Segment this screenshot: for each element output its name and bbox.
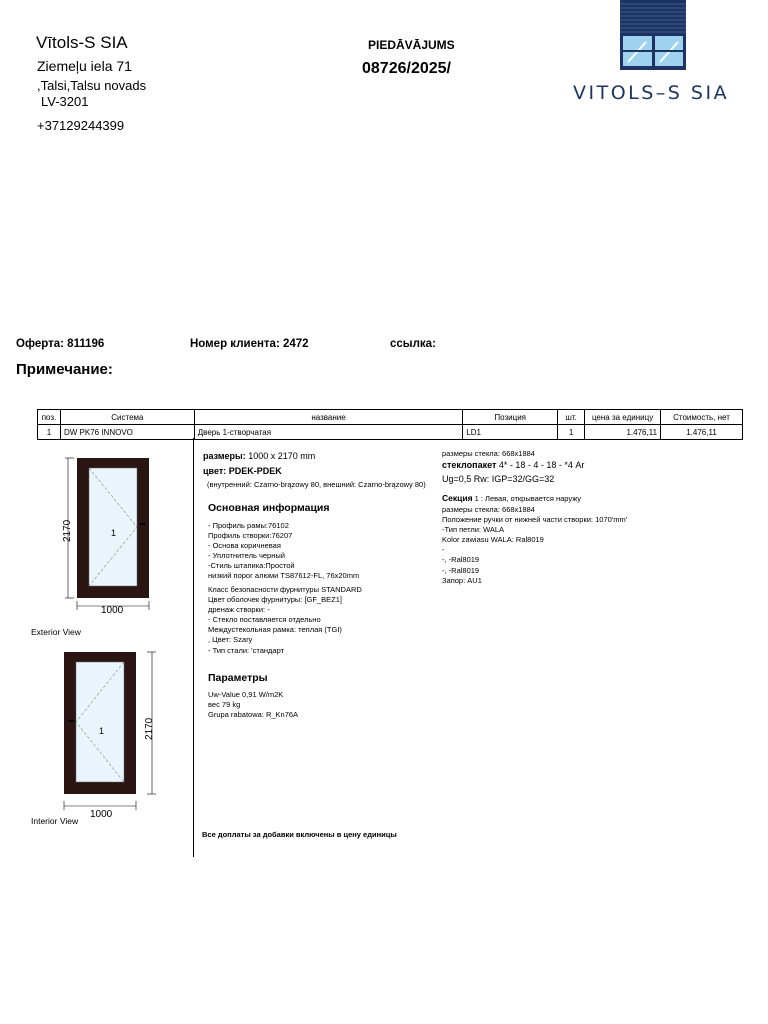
interior-door-drawing — [56, 648, 166, 818]
height-dimension: 2170 — [144, 717, 155, 740]
logo-text: VITOLS–S SIA — [573, 82, 730, 104]
document-number: 08726/2025/ — [362, 60, 451, 77]
list-item: низкий порог алюми TS87612-FL, 76x20mm — [208, 571, 360, 581]
address-line: Ziemeļu iela 71 — [37, 58, 132, 74]
width-dimension: 1000 — [101, 605, 124, 616]
width-dimension: 1000 — [90, 809, 113, 820]
client-number: Номер клиента: 2472 — [190, 338, 309, 350]
main-info-list — [208, 521, 359, 582]
glass-size: размеры стекла: 668x1884 — [442, 449, 535, 458]
table-row — [38, 425, 743, 440]
interior-view-caption: Interior View — [31, 816, 79, 826]
section-line — [442, 493, 581, 504]
cell-quantity: 1 — [558, 425, 585, 440]
section-value: 1 : Левая, открывается наружу — [474, 494, 582, 503]
document-title: PIEDĀVĀJUMS — [368, 38, 455, 52]
list-item: -, -Ral8019 — [442, 555, 480, 565]
footer-note: Все доплаты за добавки включены в цену единицы — [202, 830, 397, 839]
color-details: (внутренний: Czarno-brązowy 80, внешний: Czarno-brązowy 80) — [207, 480, 426, 489]
color-line: цвет: PDEK-PDEK — [203, 466, 282, 476]
column-header: Позиция — [463, 410, 558, 425]
cell-system: DW PK76 INNOVO — [60, 425, 194, 440]
column-header: название — [194, 410, 463, 425]
column-divider — [193, 438, 194, 857]
address-line: LV-3201 — [41, 94, 89, 109]
cell-position: LD1 — [463, 425, 558, 440]
params-list — [208, 690, 298, 720]
list-item: Профиль створки:76207 — [208, 531, 293, 541]
list-item: вес 79 kg — [208, 700, 241, 710]
list-item: Цвет оболочек фурнитуры: [GF_BEZ1] — [208, 595, 342, 605]
list-item: Междустекольная рамка: теплая (TGI) — [208, 625, 342, 635]
cell-total: 1.476,11 — [661, 425, 743, 440]
items-table — [37, 409, 743, 440]
section-details-list — [442, 505, 627, 586]
list-item: -Тип петли: WALA — [442, 525, 505, 535]
note-label: Примечание: — [16, 361, 113, 378]
exterior-door-drawing — [56, 452, 166, 617]
section-label: Секция — [442, 493, 473, 503]
size-label: размеры: — [203, 451, 246, 461]
list-item: Запор: AU1 — [442, 575, 482, 585]
column-header: шт. — [558, 410, 585, 425]
list-item: Grupa rabatowa: R_Kn76A — [208, 710, 299, 720]
column-header: цена за единицу — [585, 410, 661, 425]
glass-unit-line — [442, 460, 584, 470]
list-item: размеры стекла: 668x1884 — [442, 505, 535, 514]
list-item: , Цвет: Szary — [208, 635, 253, 645]
list-item: - Стекло поставляется отдельно — [208, 615, 321, 625]
list-item: - Уплотнитель черный — [208, 551, 285, 561]
list-item: - Профиль рамы:76102 — [208, 521, 289, 530]
sash-number: 1 — [111, 528, 117, 538]
list-item: Kolor zawiasu WALA: Ral8019 — [442, 535, 544, 545]
list-item: - — [442, 545, 445, 555]
sash-number: 1 — [99, 726, 105, 736]
ug-value: Ug=0,5 Rw: IGP=32/GG=32 — [442, 474, 555, 484]
params-heading: Параметры — [208, 672, 268, 684]
column-header: поз. — [38, 410, 61, 425]
height-dimension: 2170 — [62, 519, 73, 542]
main-info-heading: Основная информация — [208, 502, 330, 514]
list-item: Класс безопасности фурнитуры STANDARD — [208, 585, 362, 594]
door-glass — [76, 662, 124, 782]
reference-label: ссылка: — [390, 338, 436, 350]
list-item: Uw-Value 0,91 W/m2K — [208, 690, 284, 699]
cell-position-number: 1 — [38, 425, 61, 440]
list-item: -, -Ral8019 — [442, 565, 480, 575]
list-item: - Тип стали: 'стандарт — [208, 645, 285, 655]
door-glass — [89, 468, 137, 586]
list-item: - Основа коричневая — [208, 541, 281, 551]
address-line: ,Talsi,Talsu novads — [37, 78, 147, 93]
cell-name: Дверь 1-створчатая — [194, 425, 463, 440]
list-item: Положение ручки от нижней части створки: 1070'mm' — [442, 515, 628, 525]
size-value: 1000 x 2170 mm — [248, 451, 316, 461]
list-item: -Стиль штапика:Простой — [208, 561, 295, 571]
column-header: Система — [60, 410, 194, 425]
hardware-list — [208, 585, 362, 656]
glass-unit-value: 4* - 18 - 4 - 18 - *4 Ar — [498, 460, 585, 470]
company-name: Vītols-S SIA — [36, 33, 128, 52]
list-item: дренаж створки: - — [208, 605, 270, 615]
offer-number: Оферта: 811196 — [16, 338, 105, 350]
exterior-view-caption: Exterior View — [31, 627, 81, 637]
size-line — [203, 451, 315, 461]
cell-unit-price: 1.476,11 — [585, 425, 661, 440]
company-phone: +37129244399 — [37, 118, 125, 133]
glass-unit-label: стеклопакет — [442, 460, 497, 470]
column-header: Стоимость, нет — [661, 410, 743, 425]
table-header-row — [38, 410, 743, 425]
